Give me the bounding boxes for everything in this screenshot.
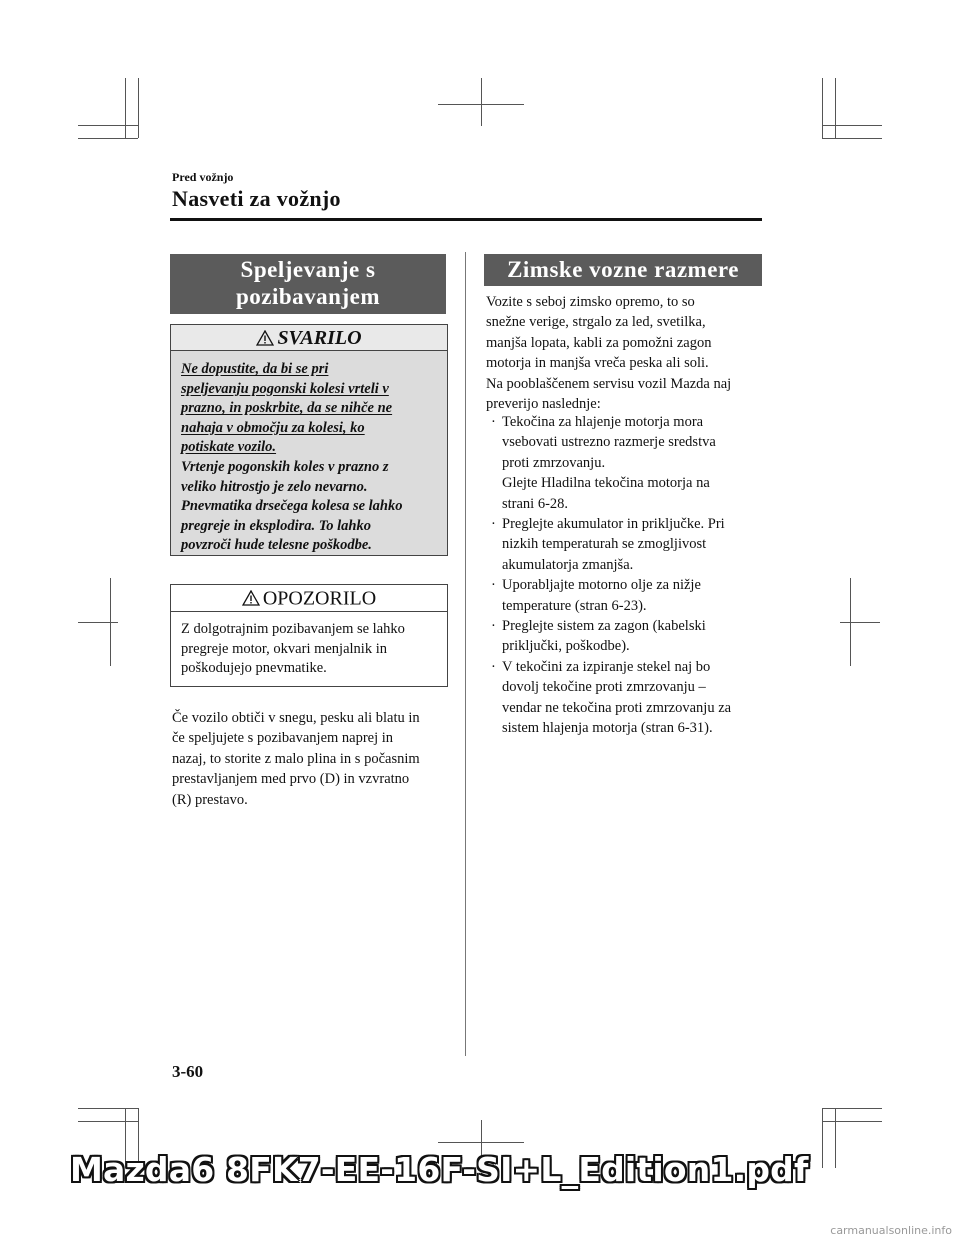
bullet-icon: ·	[491, 414, 496, 430]
crop-mark	[481, 78, 482, 126]
caution-line: Ne dopustite, da bi se pri	[181, 361, 329, 377]
list-item-line: nizkih temperaturah se zmogljivost	[502, 536, 707, 553]
list-item-line: temperature (stran 6-23).	[502, 597, 647, 614]
paragraph-line: če speljujete s pozibavanjem naprej in	[172, 730, 394, 747]
caution-label: SVARILO	[277, 326, 362, 349]
list-item-line: V tekočini za izpiranje stekel naj bo	[502, 658, 711, 675]
list-item	[486, 514, 764, 575]
paragraph-line: preverijo naslednje:	[486, 396, 601, 413]
crop-mark	[78, 125, 138, 126]
caution-body	[171, 351, 447, 564]
page-title: Nasveti za vožnjo	[172, 186, 341, 211]
section-title-winter: Zimske vozne razmere	[484, 254, 762, 286]
crop-mark	[822, 1108, 882, 1109]
list-item-line: Preglejte akumulator in priključke. Pri	[502, 516, 725, 533]
list-item	[486, 616, 764, 657]
warning-body	[171, 612, 447, 687]
caution-line: Pnevmatika drsečega kolesa se lahko	[181, 498, 403, 515]
paragraph-line: prestavljanjem med prvo (D) in vzvratno	[172, 771, 410, 788]
crop-mark	[138, 78, 139, 138]
crop-mark	[78, 622, 118, 623]
list-item-line: Glejte Hladilna tekočina motorja na	[502, 475, 710, 492]
list-item-line: priključki, poškodbe).	[502, 638, 630, 655]
warning-line: Z dolgotrajnim pozibavanjem se lahko	[181, 621, 405, 637]
warning-label: OPOZORILO	[262, 587, 377, 610]
crop-mark	[438, 104, 524, 105]
bullet-icon: ·	[491, 658, 496, 675]
caution-line: povzroči hude telesne poškodbe.	[181, 537, 372, 554]
paragraph-line: (R) prestavo.	[172, 791, 248, 808]
caution-line: nahaja v območju za kolesi, ko	[181, 419, 365, 436]
caution-box-header	[171, 325, 447, 351]
list-item-line: vsebovati ustrezno razmerje sredstva	[502, 434, 716, 451]
crop-mark	[78, 138, 138, 139]
list-item-line: Tekočina za hlajenje motorja mora	[502, 414, 704, 430]
list-item-line: strani 6-28.	[502, 495, 569, 512]
warning-box-header	[171, 585, 447, 612]
caution-line: veliko hitrostjo je zelo nevarno.	[181, 478, 368, 495]
caution-line: pregreje in eksplodira. To lahko	[181, 517, 371, 534]
paragraph-line: Vozite s seboj zimsko opremo, to so	[486, 294, 695, 310]
warning-triangle-icon	[256, 330, 274, 346]
winter-checklist	[486, 412, 764, 739]
bullet-icon: ·	[491, 577, 496, 594]
crop-mark	[822, 125, 882, 126]
list-item	[486, 657, 764, 739]
page-number: 3-60	[172, 1062, 204, 1081]
caution-line: prazno, in poskrbite, da se nihče ne	[181, 400, 393, 417]
section-title-rocking	[170, 254, 446, 314]
list-item-line: Preglejte sistem za zagon (kabelski	[502, 618, 706, 635]
paragraph-line: snežne verige, strgalo za led, svetilka,	[486, 314, 706, 331]
caution-line: Vrtenje pogonskih koles v prazno z	[181, 458, 389, 475]
paragraph-line: manjša lopata, kabli za pomožni zagon	[486, 334, 712, 351]
crop-mark	[822, 1121, 882, 1122]
rocking-paragraph	[172, 708, 452, 810]
caution-line: speljevanju pogonski kolesi vrteli v	[181, 380, 389, 397]
paragraph-line: motorja in manjša vreča peska ali soli.	[486, 355, 709, 372]
watermark: carmanualsonline.info	[830, 1224, 952, 1237]
warning-triangle-icon	[242, 590, 260, 606]
list-item-line: Uporabljajte motorno olje za nižje	[502, 577, 701, 594]
bullet-icon: ·	[491, 516, 496, 533]
section-title-line: Speljevanje s	[240, 257, 376, 282]
warning-box	[170, 584, 448, 687]
paragraph-line: Če vozilo obtiči v snegu, pesku ali blatu in	[172, 710, 420, 726]
crop-mark	[78, 1121, 138, 1122]
paragraph-line: nazaj, to storite z malo plina in s počasnim	[172, 750, 420, 767]
list-item	[486, 412, 764, 514]
list-item-line: dovolj tekočine proti zmrzovanju –	[502, 679, 706, 696]
crop-mark	[822, 138, 882, 139]
heading-rule	[170, 218, 762, 221]
bullet-icon: ·	[491, 618, 496, 635]
crop-mark	[125, 78, 126, 138]
list-item-line: akumulatorja zmanjša.	[502, 556, 634, 573]
crop-mark	[835, 78, 836, 138]
footer-filename: Mazda6 8FK7-EE-16F-SI+L_Edition1.pdf	[70, 1150, 809, 1189]
crop-mark	[822, 78, 823, 138]
column-divider	[465, 252, 466, 1056]
warning-line: pregreje motor, okvari menjalnik in	[181, 640, 387, 657]
crop-mark	[840, 622, 880, 623]
list-item	[486, 575, 764, 616]
winter-intro	[486, 292, 764, 414]
list-item-line: proti zmrzovanju.	[502, 454, 606, 471]
warning-line: poškodujejo pnevmatike.	[181, 660, 327, 677]
list-item-line: vendar ne tekočina proti zmrzovanju za	[502, 699, 732, 716]
caution-box	[170, 324, 448, 556]
list-item-line: sistem hlajenja motorja (stran 6-31).	[502, 720, 713, 737]
crop-mark	[438, 1142, 524, 1143]
caution-line: potiskate vozilo.	[181, 439, 277, 456]
section-title-line: pozibavanjem	[236, 284, 380, 309]
breadcrumb: Pred vožnjo	[172, 170, 234, 184]
crop-mark	[78, 1108, 138, 1109]
paragraph-line: Na pooblaščenem servisu vozil Mazda naj	[486, 375, 732, 392]
